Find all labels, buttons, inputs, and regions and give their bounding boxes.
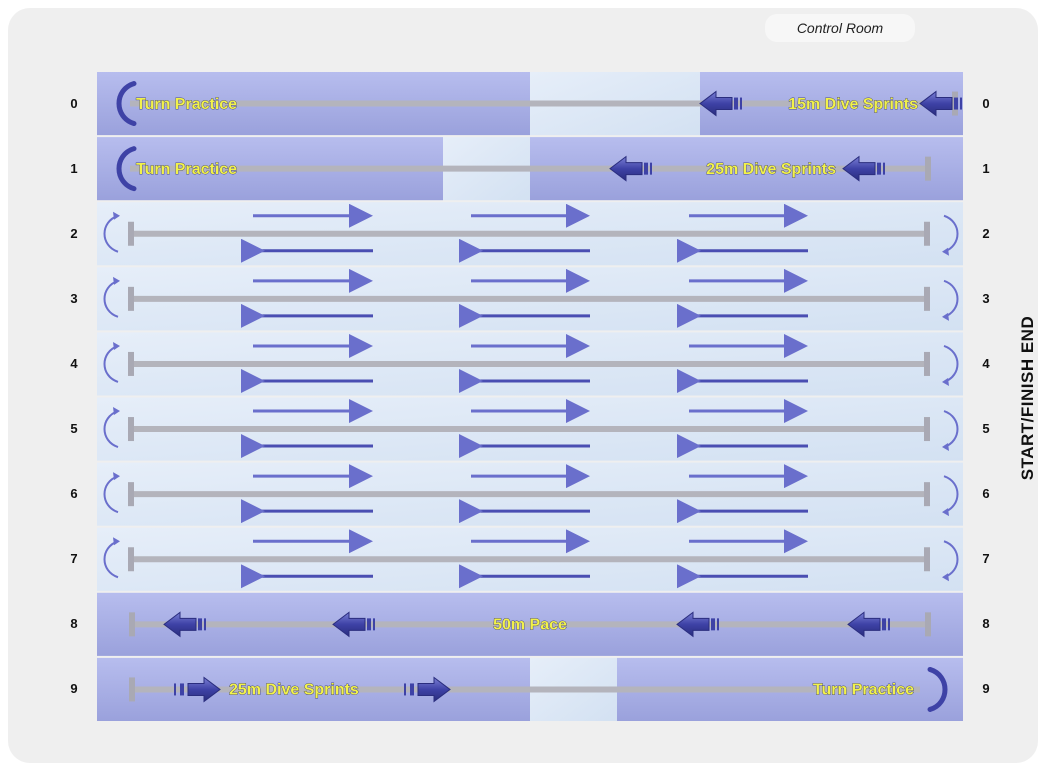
lane-number-left: 8 (70, 616, 78, 632)
lane-activity-label: 50m Pace (493, 616, 567, 634)
lane-number-right: 3 (982, 290, 990, 306)
lane-activity-label: 25m Dive Sprints (229, 681, 359, 699)
lane-number-right: 8 (982, 616, 990, 632)
lane-activity-label: 25m Dive Sprints (706, 160, 836, 178)
lane-number-left: 9 (70, 681, 78, 697)
lane-number-right: 9 (982, 681, 990, 697)
lane-number-left: 0 (70, 95, 78, 111)
lane-end-cap (129, 677, 135, 701)
lane-end-cap (924, 547, 930, 571)
lane-end-cap (924, 222, 930, 246)
lane-number-right: 5 (982, 421, 990, 437)
lane-number-left: 3 (70, 290, 78, 306)
lane-end-cap (128, 417, 134, 441)
lane-end-cap (924, 352, 930, 376)
lane-end-cap (128, 352, 134, 376)
lane-end-cap (924, 287, 930, 311)
lane-end-cap (128, 287, 134, 311)
lane-number-right: 2 (982, 225, 990, 241)
lane-end-cap (925, 157, 931, 181)
lane-number-right: 6 (982, 486, 990, 502)
lane-number-left: 1 (70, 160, 78, 176)
lane-number-left: 7 (70, 551, 78, 567)
start-finish-end-label: START/FINISH END (1018, 315, 1037, 481)
lane-number-right: 4 (982, 355, 990, 371)
lane-end-cap (128, 547, 134, 571)
lane-number-right: 0 (982, 95, 990, 111)
control-room-label: Control Room (765, 14, 915, 42)
lane-number-left: 2 (70, 225, 78, 241)
lane-number-right: 7 (982, 551, 990, 567)
lane-end-cap (129, 612, 135, 636)
lane-number-left: 5 (70, 421, 78, 437)
lane-end-cap (925, 612, 931, 636)
lane-activity-label: 15m Dive Sprints (788, 95, 918, 113)
lane-number-left: 6 (70, 486, 78, 502)
lane-end-cap (128, 222, 134, 246)
lane-end-cap (924, 417, 930, 441)
lane-end-cap (924, 482, 930, 506)
lane-activity-label: Turn Practice (812, 681, 914, 699)
lane-end-cap (128, 482, 134, 506)
lane-number-right: 1 (982, 160, 990, 176)
lane-activity-label: Turn Practice (136, 160, 238, 178)
lane-activity-label: Turn Practice (136, 95, 238, 113)
lane-number-left: 4 (70, 355, 78, 371)
